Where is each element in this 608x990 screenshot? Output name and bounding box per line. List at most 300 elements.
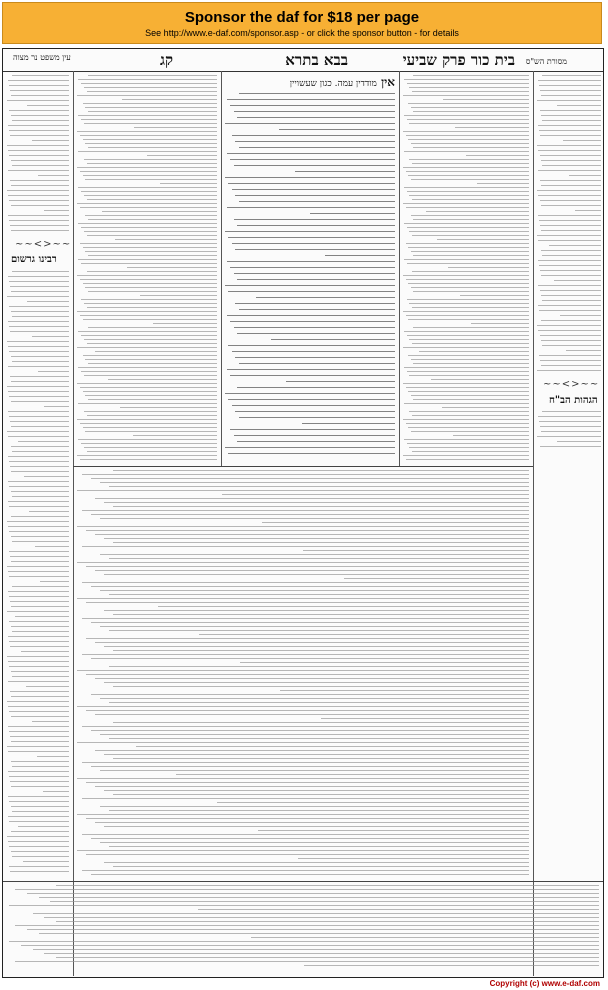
tosafot-column xyxy=(77,75,217,463)
text-line xyxy=(43,791,69,792)
text-line xyxy=(84,195,217,196)
text-line xyxy=(431,379,529,380)
text-line xyxy=(81,371,217,372)
text-line xyxy=(310,213,395,214)
text-line xyxy=(230,159,395,160)
text-line xyxy=(86,782,529,783)
text-line xyxy=(7,656,69,657)
text-line xyxy=(77,167,217,168)
text-line xyxy=(50,901,599,902)
text-line xyxy=(198,909,599,910)
text-line xyxy=(403,131,529,132)
text-line xyxy=(404,115,529,116)
text-line xyxy=(541,205,601,206)
text-line xyxy=(8,501,69,502)
text-line xyxy=(80,171,217,172)
hagahot-column xyxy=(537,411,601,451)
text-line xyxy=(232,351,395,352)
text-line xyxy=(11,831,69,832)
text-line xyxy=(95,534,529,535)
text-line xyxy=(153,323,217,324)
text-line xyxy=(140,295,217,296)
sponsor-banner[interactable] xyxy=(2,2,602,44)
text-line xyxy=(82,618,529,619)
text-line xyxy=(409,411,529,412)
text-line xyxy=(538,195,601,196)
text-line xyxy=(11,741,69,742)
text-line xyxy=(9,596,69,597)
text-line xyxy=(542,75,601,76)
separator xyxy=(73,71,74,976)
text-line xyxy=(80,459,217,460)
text-line xyxy=(232,189,395,190)
text-line xyxy=(109,810,529,811)
text-line xyxy=(32,721,69,722)
text-line xyxy=(78,115,217,116)
text-line xyxy=(113,542,529,543)
text-line xyxy=(237,387,395,388)
text-line xyxy=(8,366,69,367)
ornament: ~~<>~~ xyxy=(15,239,72,250)
separator xyxy=(399,71,400,466)
text-line xyxy=(286,381,395,382)
text-line xyxy=(78,439,217,440)
talmud-page xyxy=(2,48,604,978)
text-line xyxy=(82,798,529,799)
text-line xyxy=(406,423,529,424)
text-line xyxy=(7,521,69,522)
text-line xyxy=(11,696,69,697)
text-line xyxy=(541,365,601,366)
text-line xyxy=(84,159,217,160)
text-line xyxy=(9,155,69,156)
text-line xyxy=(15,889,599,890)
text-line xyxy=(234,219,396,220)
text-line xyxy=(403,95,529,96)
text-line xyxy=(8,170,69,171)
text-line xyxy=(56,921,599,922)
text-line xyxy=(39,897,600,898)
text-line xyxy=(230,321,395,322)
text-line xyxy=(77,131,217,132)
text-line xyxy=(8,125,69,126)
text-line xyxy=(237,333,395,334)
text-line xyxy=(87,271,217,272)
text-line xyxy=(227,153,395,154)
text-line xyxy=(234,327,396,328)
text-line xyxy=(87,451,217,452)
text-line xyxy=(409,447,529,448)
text-line xyxy=(407,371,529,372)
text-line xyxy=(232,405,395,406)
text-line xyxy=(407,299,529,300)
text-line xyxy=(44,917,599,918)
text-line xyxy=(100,482,529,483)
text-line xyxy=(113,794,529,795)
text-line xyxy=(7,566,69,567)
text-line xyxy=(411,215,529,216)
text-line xyxy=(227,261,395,262)
text-line xyxy=(540,155,601,156)
text-line xyxy=(11,606,69,607)
text-line xyxy=(87,343,217,344)
text-line xyxy=(27,893,599,894)
text-line xyxy=(408,247,529,248)
rabbeinu-gershom-heading: רבינו גרשום xyxy=(11,254,57,265)
text-line xyxy=(12,361,69,362)
text-line xyxy=(8,456,69,457)
copyright-notice[interactable]: Copyright (c) www.e-daf.com xyxy=(489,979,600,988)
text-line xyxy=(537,235,601,236)
text-line xyxy=(84,447,217,448)
text-line xyxy=(540,225,601,226)
text-line xyxy=(147,155,217,156)
folio-number: קג xyxy=(160,51,173,69)
text-line xyxy=(8,80,69,81)
text-line xyxy=(77,814,529,815)
text-line xyxy=(77,275,217,276)
text-line xyxy=(8,571,69,572)
text-line xyxy=(85,179,217,180)
text-line xyxy=(11,401,69,402)
text-line xyxy=(540,360,601,361)
text-line xyxy=(437,239,529,240)
text-line xyxy=(222,494,529,495)
text-line xyxy=(262,522,529,523)
text-line xyxy=(113,758,529,759)
text-line xyxy=(9,486,69,487)
text-line xyxy=(413,111,529,112)
text-line xyxy=(91,514,529,515)
text-line xyxy=(407,119,529,120)
text-line xyxy=(11,160,69,161)
text-line xyxy=(104,610,529,611)
text-line xyxy=(406,315,529,316)
text-line xyxy=(11,471,69,472)
text-line xyxy=(100,698,529,699)
text-line xyxy=(8,195,69,196)
text-line xyxy=(239,93,395,94)
text-line xyxy=(407,83,529,84)
text-line xyxy=(538,150,601,151)
text-line xyxy=(235,303,395,304)
separator xyxy=(533,71,534,976)
text-line xyxy=(471,323,529,324)
rabbeinu-gershom-column xyxy=(7,271,69,876)
text-line xyxy=(87,307,217,308)
text-line xyxy=(81,263,217,264)
text-line xyxy=(426,211,529,212)
text-line xyxy=(9,666,69,667)
text-line xyxy=(95,714,529,715)
text-line xyxy=(104,790,529,791)
text-line xyxy=(541,160,601,161)
text-line xyxy=(78,331,217,332)
gemara-opening-word: אין xyxy=(381,75,395,89)
sponsor-title[interactable]: Sponsor the daf for $18 per page xyxy=(184,9,420,26)
text-line xyxy=(411,251,529,252)
text-line xyxy=(9,905,599,906)
text-line xyxy=(9,506,69,507)
text-line xyxy=(404,439,529,440)
text-line xyxy=(84,231,217,232)
text-line xyxy=(78,151,217,152)
text-line xyxy=(8,346,69,347)
text-line xyxy=(234,111,396,112)
text-line xyxy=(232,243,395,244)
text-line xyxy=(91,874,529,875)
text-line xyxy=(541,250,601,251)
text-line xyxy=(77,203,217,204)
text-line xyxy=(83,283,217,284)
text-line xyxy=(537,436,601,437)
text-line xyxy=(85,215,217,216)
text-line xyxy=(85,287,217,288)
text-line xyxy=(239,309,395,310)
text-line xyxy=(298,858,529,859)
text-line xyxy=(81,443,217,444)
text-line xyxy=(409,195,529,196)
text-line xyxy=(9,621,69,622)
text-line xyxy=(40,581,69,582)
text-line xyxy=(8,391,69,392)
text-line xyxy=(9,220,69,221)
text-line xyxy=(403,455,529,456)
text-line xyxy=(11,115,69,116)
text-line xyxy=(413,327,529,328)
text-line xyxy=(80,207,217,208)
text-line xyxy=(84,411,217,412)
text-line xyxy=(82,510,529,511)
text-line xyxy=(35,546,69,547)
text-line xyxy=(10,225,69,226)
text-line xyxy=(460,295,529,296)
text-line xyxy=(100,842,529,843)
text-line xyxy=(104,682,529,683)
text-line xyxy=(11,716,69,717)
text-line xyxy=(80,423,217,424)
text-line xyxy=(230,267,395,268)
text-line xyxy=(540,180,601,181)
text-line xyxy=(82,546,529,547)
text-line xyxy=(26,686,69,687)
text-line xyxy=(95,570,529,571)
sponsor-subtitle[interactable]: See http://www.e-daf.com/sponsor.asp - or click the sponsor button - for details xyxy=(145,28,459,38)
text-line xyxy=(10,376,69,377)
text-line xyxy=(7,836,69,837)
text-line xyxy=(541,115,601,116)
text-line xyxy=(11,95,69,96)
text-line xyxy=(227,315,395,316)
text-line xyxy=(176,774,529,775)
text-line xyxy=(87,199,217,200)
text-line xyxy=(86,710,529,711)
text-line xyxy=(82,474,529,475)
text-line xyxy=(77,526,529,527)
page-header xyxy=(3,49,603,72)
text-line xyxy=(9,776,69,777)
text-line xyxy=(539,355,601,356)
text-line xyxy=(78,259,217,260)
text-line xyxy=(109,702,529,703)
text-line xyxy=(100,806,529,807)
text-line xyxy=(9,130,69,131)
text-line xyxy=(404,79,529,80)
text-line xyxy=(82,582,529,583)
text-line xyxy=(12,586,69,587)
text-line xyxy=(411,359,529,360)
text-line xyxy=(234,435,396,436)
text-line xyxy=(537,370,601,371)
text-line xyxy=(122,99,217,100)
text-line xyxy=(455,127,529,128)
text-line xyxy=(540,110,601,111)
text-line xyxy=(443,99,529,100)
text-line xyxy=(27,929,599,930)
text-line xyxy=(404,259,529,260)
text-line xyxy=(560,315,601,316)
text-line xyxy=(23,861,69,862)
text-line xyxy=(406,207,529,208)
text-line xyxy=(230,105,395,106)
text-line xyxy=(8,591,69,592)
text-line xyxy=(411,143,529,144)
text-line xyxy=(104,574,529,575)
text-line xyxy=(239,417,395,418)
text-line xyxy=(271,339,395,340)
text-line xyxy=(44,210,69,211)
text-line xyxy=(235,141,395,142)
text-line xyxy=(11,230,69,231)
text-line xyxy=(225,123,395,124)
text-line xyxy=(12,496,69,497)
text-line xyxy=(10,871,69,872)
text-line xyxy=(554,280,601,281)
text-line xyxy=(477,183,529,184)
text-line xyxy=(11,561,69,562)
text-line xyxy=(8,771,69,772)
text-line xyxy=(82,870,529,871)
text-line xyxy=(77,742,529,743)
text-line xyxy=(88,363,217,364)
text-line xyxy=(102,211,217,212)
text-line xyxy=(82,654,529,655)
text-line xyxy=(258,830,529,831)
text-line xyxy=(541,95,601,96)
text-line xyxy=(104,826,529,827)
text-line xyxy=(113,470,529,471)
masoret-hashas-column xyxy=(537,75,601,375)
text-line xyxy=(109,738,529,739)
text-line xyxy=(403,275,529,276)
text-line xyxy=(109,666,529,667)
text-line xyxy=(235,357,395,358)
text-line xyxy=(77,850,529,851)
text-line xyxy=(91,730,529,731)
text-line xyxy=(108,379,217,380)
text-line xyxy=(160,183,217,184)
text-line xyxy=(235,195,395,196)
text-line xyxy=(542,165,601,166)
text-line xyxy=(100,626,529,627)
text-line xyxy=(33,949,599,950)
text-line xyxy=(91,694,529,695)
text-line xyxy=(81,299,217,300)
text-line xyxy=(15,616,69,617)
text-line xyxy=(95,786,529,787)
text-line xyxy=(413,363,529,364)
text-line xyxy=(538,240,601,241)
text-line xyxy=(9,306,69,307)
text-line xyxy=(280,690,529,691)
text-line xyxy=(225,231,395,232)
text-line xyxy=(540,270,601,271)
text-line xyxy=(325,255,395,256)
text-line xyxy=(56,885,599,886)
text-line xyxy=(542,345,601,346)
text-line xyxy=(10,556,69,557)
text-line xyxy=(88,219,217,220)
text-line xyxy=(407,227,529,228)
text-line xyxy=(8,706,69,707)
text-line xyxy=(228,183,395,184)
text-line xyxy=(408,139,529,140)
text-line xyxy=(225,447,395,448)
text-line xyxy=(87,415,217,416)
text-line xyxy=(24,476,69,477)
text-line xyxy=(406,171,529,172)
text-line xyxy=(104,502,529,503)
text-line xyxy=(77,706,529,707)
gemara-opening-line: מודדין עמה. כגון שעשויין xyxy=(289,79,377,89)
text-line xyxy=(7,296,69,297)
text-line xyxy=(411,179,529,180)
text-line xyxy=(9,85,69,86)
text-line xyxy=(11,185,69,186)
text-line xyxy=(10,90,69,91)
text-line xyxy=(83,391,217,392)
ornament: ~~<>~~ xyxy=(543,379,600,390)
text-line xyxy=(539,265,601,266)
text-line xyxy=(11,851,69,852)
text-line xyxy=(239,363,395,364)
text-line xyxy=(11,311,69,312)
text-line xyxy=(412,91,529,92)
text-line xyxy=(78,367,217,368)
text-line xyxy=(408,319,529,320)
text-line xyxy=(11,626,69,627)
text-line xyxy=(9,801,69,802)
text-line xyxy=(540,446,601,447)
text-line xyxy=(9,941,599,942)
text-line xyxy=(541,320,601,321)
text-line xyxy=(104,862,529,863)
text-line xyxy=(85,395,217,396)
text-line xyxy=(11,516,69,517)
text-line xyxy=(538,330,601,331)
text-line xyxy=(7,145,69,146)
text-line xyxy=(88,291,217,292)
text-line xyxy=(8,526,69,527)
text-line xyxy=(120,407,217,408)
text-line xyxy=(10,466,69,467)
text-line xyxy=(408,283,529,284)
text-line xyxy=(538,125,601,126)
text-line xyxy=(537,325,601,326)
text-line xyxy=(539,130,601,131)
text-line xyxy=(538,215,601,216)
text-line xyxy=(408,391,529,392)
